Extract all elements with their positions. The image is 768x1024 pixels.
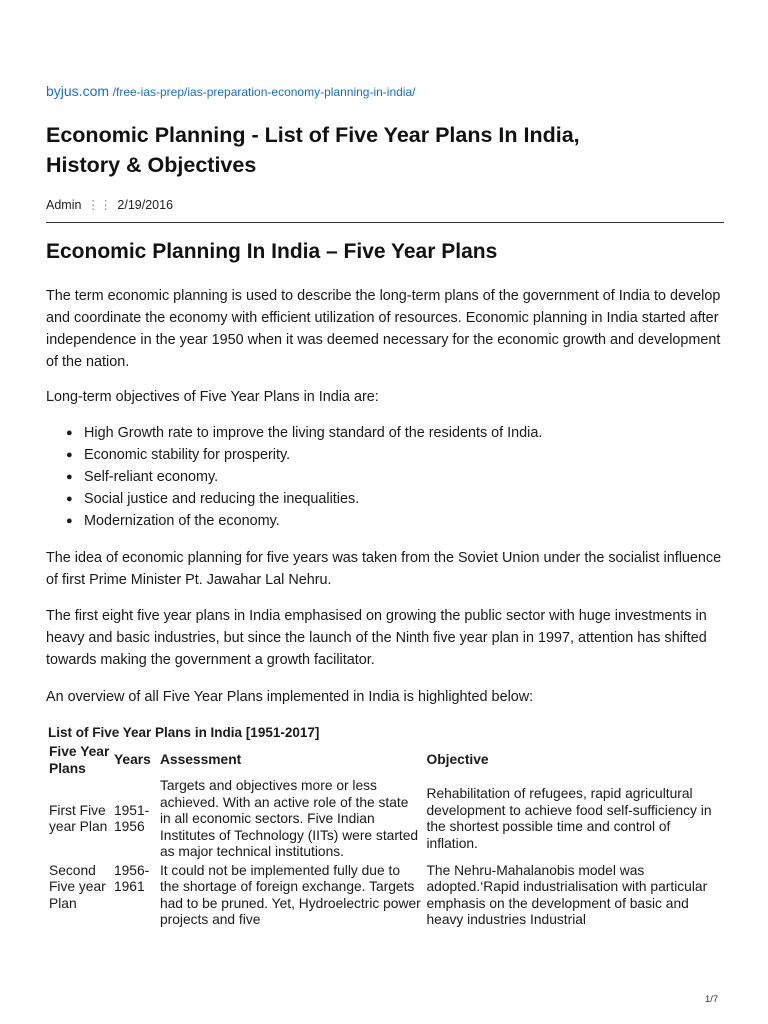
plan-name: First Five year Plan: [49, 802, 108, 835]
page-title-line-1: Economic Planning - List of Five Year Plans In India,: [46, 123, 580, 147]
overview-paragraph: An overview of all Five Year Plans implemented in India is highlighted below:: [46, 689, 534, 705]
soviet-paragraph: The idea of economic planning for five years was taken from the Soviet Union under the socialist influence of first Prime Minister Pt. Jawahar Lal Nehru.: [46, 550, 722, 588]
source-path-link[interactable]: /free-ias-prep/ias-preparation-economy-planning-in-india/: [112, 85, 416, 99]
plan-objective: The Nehru-Mahalanobis model was adopted.‘Rapid industrialisation with particular emphasis on the development of basic and heavy industries Industrial: [426, 862, 708, 927]
list-item: ● Economic stability for prosperity.: [66, 444, 542, 466]
byline: [46, 197, 173, 212]
page-number: 1/7: [705, 994, 719, 1005]
header-years: Years: [113, 752, 151, 768]
header-assessment: Assessment: [159, 752, 242, 768]
source-site-link[interactable]: byjus.com: [46, 83, 110, 99]
plan-assessment: It could not be implemented fully due to the shortage of foreign exchange. Targets had to be pruned. Yet, Hydroelectric power projects and five: [159, 862, 421, 927]
meta-separator: ⋮⋮: [86, 198, 112, 212]
source-url[interactable]: [46, 83, 415, 99]
author: Admin: [46, 198, 82, 212]
table-header-row: [47, 744, 724, 777]
plan-name: Second Five year Plan: [49, 862, 106, 911]
bullet-icon: ●: [66, 515, 73, 527]
plan-assessment: Targets and objectives more or less achieved. With an active role of the state in all economic sectors. Five Indian Institutes of Technology (IITs) were started as major technical institutions.: [159, 778, 419, 859]
header-plans: Five Year Plans: [49, 744, 110, 776]
header-objective: Objective: [426, 752, 489, 768]
objectives-list: [66, 422, 542, 532]
bullet-icon: ●: [66, 493, 73, 505]
page-title-line-2: History & Objectives: [46, 153, 257, 177]
header-divider: [46, 222, 724, 223]
table-caption: List of Five Year Plans in India [1951-2017]: [48, 725, 320, 740]
list-item: ● Social justice and reducing the inequalities.: [66, 488, 542, 510]
five-year-plans-table: [47, 744, 724, 930]
intro-paragraph: The term economic planning is used to describe the long-term plans of the government of India to develop and coordinate the economy with efficient utilization of resources. Economic planning in India started after independence in the year 1950 when it was deemed necessary for the economic growth and development of the nation.: [46, 288, 721, 370]
page-title: [46, 120, 724, 180]
list-item: ● Modernization of the economy.: [66, 510, 542, 532]
bullet-icon: ●: [66, 471, 73, 483]
list-item: ● High Growth rate to improve the living standard of the residents of India.: [66, 422, 542, 444]
list-item: ● Self-reliant economy.: [66, 466, 542, 488]
table-row: [47, 862, 724, 930]
table-row: [47, 777, 724, 862]
plan-years: 1951-1956: [113, 802, 150, 835]
plan-years: 1956-1961: [113, 862, 150, 894]
bullet-icon: ●: [66, 427, 73, 439]
publish-date: 2/19/2016: [117, 198, 174, 212]
objectives-lead-paragraph: Long-term objectives of Five Year Plans in India are:: [46, 389, 379, 405]
bullet-icon: ●: [66, 449, 73, 461]
section-heading: Economic Planning In India – Five Year Plans: [46, 240, 498, 263]
plan-objective: Rehabilitation of refugees, rapid agricultural development to achieve food self-sufficiency in the shortest possible time and control of inflation.: [426, 786, 712, 851]
eight-plans-paragraph: The first eight five year plans in India emphasised on growing the public sector with huge investments in heavy and basic industries, but since the launch of the Ninth five year plan in 1997, attention has shifted towards making the government a growth facilitator.: [46, 608, 707, 668]
